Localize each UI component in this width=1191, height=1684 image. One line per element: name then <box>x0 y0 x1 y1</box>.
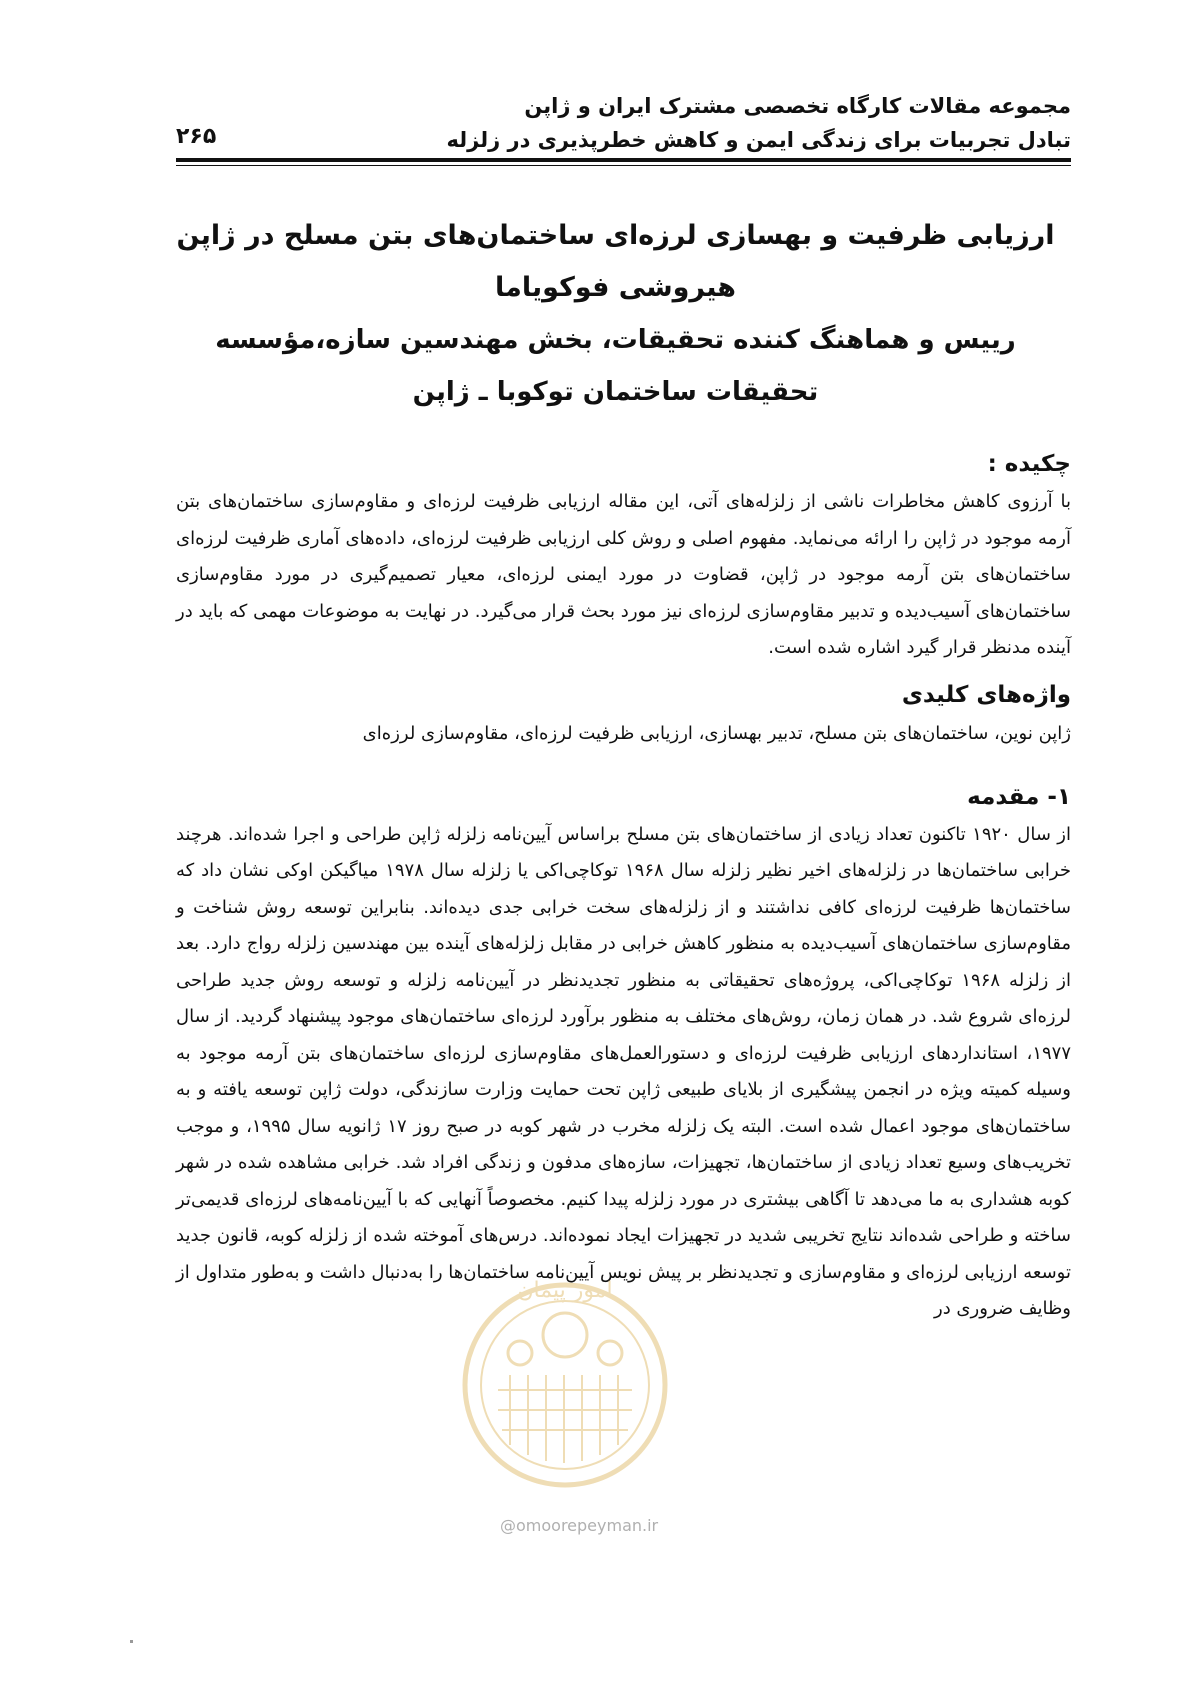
author-affiliation: رییس و هماهنگ کننده تحقیقات، بخش مهندسین سازه،مؤسسه تحقیقات ساختمان توکوبا ـ ژاپن <box>215 325 1016 407</box>
proceedings-title: مجموعه مقالات کارگاه تخصصی مشترک ایران و ژاپن <box>524 94 1071 118</box>
header-rule-thin <box>176 165 1071 166</box>
keywords-text: ژاپن نوین، ساختمان‌های بتن مسلح، تدبیر بهسازی، ارزیابی ظرفیت لرزه‌ای، مقاوم‌سازی لرزه‌ای <box>362 722 1071 744</box>
paper-title: ارزیابی ظرفیت و بهسازی لرزه‌ای ساختمان‌های بتن مسلح در ژاپن <box>176 220 1055 251</box>
proceedings-subtitle: تبادل تجربیات برای زندگی ایمن و کاهش خطرپذیری در زلزله <box>446 128 1071 152</box>
author-name: هیروشی فوکویاما <box>495 272 736 303</box>
scan-mark <box>130 1640 133 1643</box>
title-block <box>160 210 1071 418</box>
keywords-heading: واژه‌های کلیدی <box>901 681 1071 708</box>
introduction-heading: ۱- مقدمه <box>967 783 1071 810</box>
watermark-domain: @omoorepeyman.ir <box>500 1516 659 1535</box>
abstract-text: با آرزوی کاهش مخاطرات ناشی از زلزله‌های آتی، این مقاله ارزیابی ظرفیت لرزه‌ای و مقاوم‌سازی ساختمان‌های بتن آرمه موجود در ژاپن را ارائه می‌نماید. مفهوم اصلی و روش کلی ارزیابی ظرفیت لرزه‌ای، داده‌های آماری ظرفیت لرزه‌ای ساختمان‌های بتن آرمه موجود در ژاپن، قضاوت در مورد ایمنی لرزه‌ای، معیار تصمیم‌گیری در مورد مقاوم‌سازی ساختمان‌های آسیب‌دیده و تدبیر مقاوم‌سازی لرزه‌ای نیز مورد بحث قرار می‌گیرد. در نهایت به موضوعات مهمی که باید در آینده مدنظر قرار گیرد اشاره شده است. <box>176 491 1071 658</box>
page-number: ۲۶۵ <box>176 124 217 149</box>
header-rule-thick <box>176 158 1071 162</box>
main-content <box>176 444 1071 1328</box>
running-header <box>176 88 1071 166</box>
abstract-heading: چکیده : <box>987 451 1071 477</box>
watermark-logo-text: امور پیمان <box>517 1278 613 1303</box>
introduction-text: از سال ۱۹۲۰ تاکنون تعداد زیادی از ساختمان‌های بتن مسلح براساس آیین‌نامه زلزله ژاپن طراحی و اجرا شده‌اند. هرچند خرابی ساختمان‌ها در زلزله‌های اخیر نظیر زلزله سال ۱۹۶۸ توکاچی‌اکی یا زلزله سال ۱۹۷۸ میاگیکن اوکی نشان داد که ساختمان‌ها ظرفیت لرزه‌ای کافی نداشتند و از زلزله‌های سخت خرابی جدی دیده‌اند. بنابراین توسعه روش شناخت و مقاوم‌سازی ساختمان‌های آسیب‌دیده به منظور کاهش خرابی در مقابل زلزله‌های آینده بین مهندسین زلزله رواج دارد. بعد از زلزله ۱۹۶۸ توکاچی‌اکی، پروژه‌های تحقیقاتی به منظور تجدیدنظر در آیین‌نامه زلزله و توسعه روش جدید طراحی لرزه‌ای شروع شد. در همان زمان، روش‌های مختلف به منظور برآورد لرزه‌ای ساختمان‌های موجود پیشنهاد گردید. از سال ۱۹۷۷، استانداردهای ارزیابی ظرفیت لرزه‌ای و دستورالعمل‌های مقاوم‌سازی لرزه‌ای ساختمان‌های بتن آرمه موجود به وسیله کمیته ویژه در انجمن پیشگیری از بلایای طبیعی ژاپن تحت حمایت وزارت سازندگی، دولت ژاپن توسعه یافته و به ساختمان‌های موجود اعمال شده است. البته یک زلزله مخرب در شهر کوبه در صبح روز ۱۷ ژانویه سال ۱۹۹۵، و موجب تخریب‌های وسیع تعداد زیادی از ساختمان‌ها، تجهیزات، سازه‌های مدفون و زندگی افراد شد. خرابی مشاهده شده در شهر کوبه هشداری به ما می‌دهد تا آگاهی بیشتری در مورد زلزله پیدا کنیم. مخصوصاً آنهایی که با آیین‌نامه‌های لرزه‌ای قدیمی‌تر ساخته و طراحی شده‌اند نتایج تخریبی شدید در تجهیزات ایجاد نموده‌اند. درس‌های آموخته شده از زلزله کوبه، قانون جدید توسعه ارزیابی لرزه‌ای و مقاوم‌سازی و تجدیدنظر بر پیش نویس آیین‌نامه ساختمان‌ها را به‌دنبال داشت و به‌طور متداول از وظایف ضروری در <box>176 823 1071 1319</box>
watermark-logo <box>440 1265 690 1495</box>
